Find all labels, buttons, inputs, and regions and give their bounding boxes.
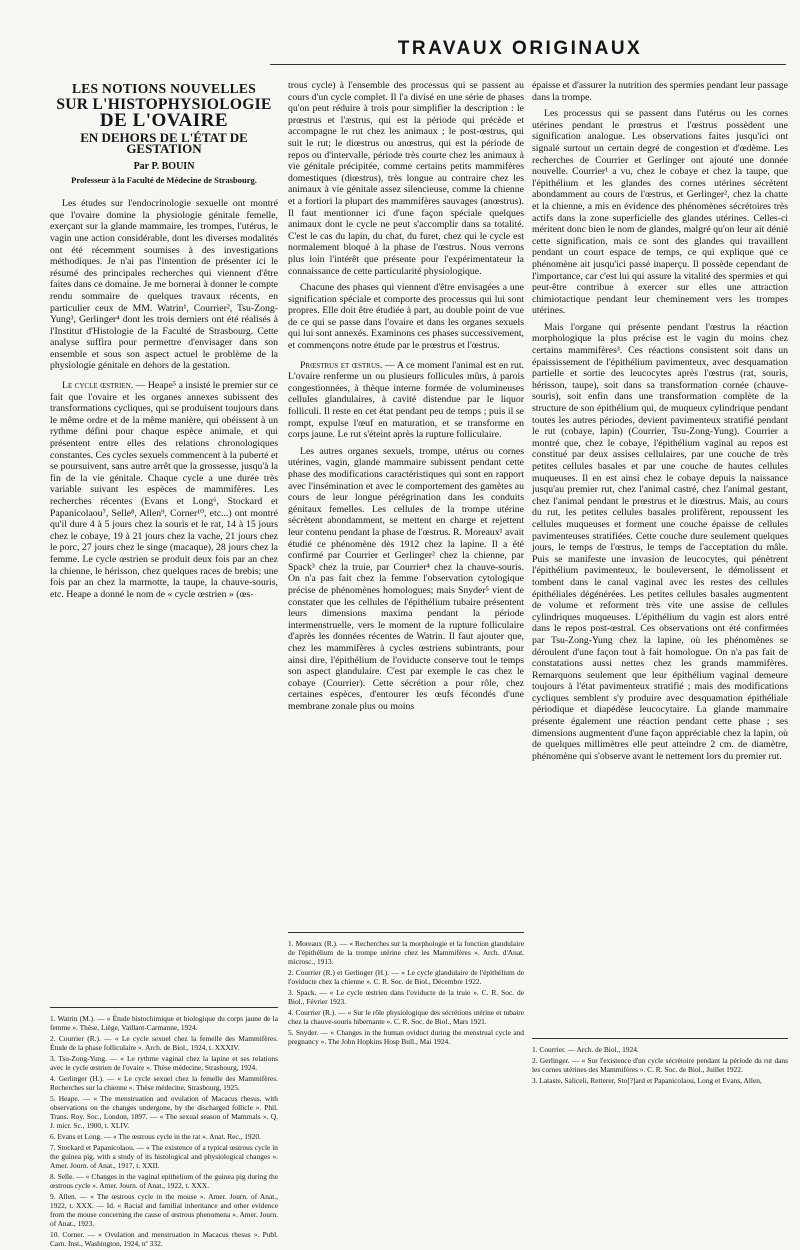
footnotes-middle <box>288 932 524 1048</box>
intro-paragraph: Les études sur l'endocrinologie sexuelle ont montré que l'ovaire domine la physiologie génitale femelle, exerçant sur la glande mammaire, les trompes, l'utérus, le vagin une action considérable, dont les diverses modalités ont été récemment soumises à des investigations méthodiques. Je n'ai pas l'intention de présenter ici le résumé des principales recherches qui viennent d'être faites dans ce domaine. Je me bornerai à donner le compte rendu sommaire de quelques travaux récents, en particulier ceux de MM. Watrin¹, Courrier², Tsu-Zong-Yung³, Gerlinger⁴ dont les trois derniers ont été réalisés à l'Institut d'Histologie de la Faculté de Strasbourg. Cette analyse suffira pour permettre d'envisager dans son ensemble et sous son aspect actuel le problème de la physiologie génitale en dehors de la gestation. <box>50 198 278 372</box>
running-title: TRAVAUX ORIGINAUX <box>397 38 643 59</box>
cycle-paragraph <box>50 380 278 600</box>
footnote: 9. Allen. — « The œstrous cycle in the mouse ». Amer. Journ. of Anat., 1922, t. XXX. — Id. « Racial and familial inheritance and other evidence from the mouse concerning the cause of œstrous phenomena ». Amer. Journ. of Anat., 1923. <box>50 1192 278 1228</box>
footnotes-left <box>50 1007 278 1250</box>
author: Par P. BOUIN <box>133 160 195 172</box>
column-right <box>532 80 788 1085</box>
footnote: 10. Corner. — « Ovulation and menstruation in Macacus rhesus ». Publ. Carn. Inst., Washington, 1924, nº 332. <box>50 1230 278 1248</box>
cycle-text: — Heape⁵ a insisté le premier sur ce fait que l'ovaire et les organes annexes subissent des transformations cycliques, qui se produisent toujours dans le même ordre et de la même manière, qui obéissent à un rythme défini pour chaque espèce animale, et qui présentent entre elles des relations chronologiques constantes. Ces cycles sexuels commencent à la puberté et se poursuivent, sans autre arrêt que la grossesse, jusqu'à la fin de la vie génitale. Chaque cycle a une durée très variable suivant les espèces de mammifères. Les recherches récentes (Evans et Long⁶, Stockard et Papanicolaou⁷, Selle⁸, Allen⁹, Corner¹⁰, etc...) ont montré qu'il dure 4 à 5 jours chez la souris et le rat, 14 à 15 jours chez le cobaye, 19 à 21 jours chez la vache, 21 jours chez le porc, 27 jours chez le singe (macaque), 28 jours chez la femme. Le cycle œstrien se produit deux fois par an chez la chienne, le hérisson, chez quelques races de brebis; une fois par an chez la marmotte, la taupe, la chauve-souris, etc. Heape a donné le nom de « cycle œstrien » (œs- <box>50 380 279 600</box>
footnote: 5. Snyder. — « Changes in the human oviduct during the menstrual cycle and pregnancy ». The John Hopkins Hosp Bull., Mai 1924. <box>288 1028 524 1046</box>
footnote-rule <box>532 1038 788 1039</box>
footnote: 2. Courrier (R.). — « Le cycle sexuel chez la femelle des Mammifères. Étude de la phase folliculaire ». Arch. de Biol., 1924, t. XXXIV. <box>50 1034 278 1052</box>
proestrus-paragraph <box>288 360 524 441</box>
footnotes-right <box>532 1038 788 1087</box>
title-line-3: DE L'OVAIRE <box>99 110 229 132</box>
column-middle <box>288 80 524 1046</box>
footnote: 7. Stockard et Papanicolaou. — « The existence of a typical œstrous cycle in the guinea pig, with a study of its histological and physiological changes ». Amer. Journ. of Anat., 1917, t. XXII. <box>50 1143 278 1170</box>
footnote: 6. Evans et Long. — « The œstrous cycle in the rat ». Anat. Rec., 1920. <box>50 1132 261 1141</box>
article-title-block <box>50 83 278 186</box>
paragraph: Chacune des phases qui viennent d'être envisagées a une signification spéciale et comporte des processus qui lui sont propres. Elle doit être étudiée à part, au double point de vue de ce qui se passe dans l'ovaire et dans les organes sexuels qui lui sont annexés. Examinons ces phases successivement, et commençons notre étude par le prœstrus et l'œstrus. <box>288 282 524 352</box>
paragraph: Mais l'organe qui présente pendant l'œstrus la réaction morphologique la plus précise est le vagin du moins chez certains mammifères³. Ces réactions consistent soit dans un épaississement de l'épithélium pavimenteux, avec desquamation partielle et sortie des leucocytes après l'œstrus (rat, souris, hérisson, taupe), soit dans sa transformation cornée (chauve-souris), soit enfin dans une transformation complète de la structure de son épithélium qui, de muqueux cylindrique pendant toutes les autres périodes, devient pavimenteux stratifié pendant le rut (cobaye, lapin) (Courrier, Tsu-Zong-Yung). Courrier a montré que, chez le cobaye, l'épithélium vaginal au repos est constitué par deux assises cellulaires, par une couche de très petites cellules basales et par une couche de hautes cellules muqueuses. Il en est ainsi chez le cobaye depuis la naissance jusqu'au premier rut, chez l'animal castré, chez l'animal gestant, chez l'animal pendant le prœstrus et le diœstrus. Mais, au cours du rut, les petites cellules basales prolifèrent, repoussent les cellules muqueuses et forment une couche épaisse de cellules pavimenteuses stratifiées. Cette couche dure seulement quelques jours, le temps de l'œstrus, le temps de l'acceptation du mâle. Puis se manifeste une invasion de leucocytes, qui pénètrent l'épithélium pavimenteux, le bouleversent, le démolissent et tombent dans le canal vaginal avec les restes des cellules épithéliales dégénérées. Les petites cellules basales augmentent de volume et reforment très vite une assise de cellules cylindriques muqueuses. L'épithélium du vagin est alors entré dans le repos post-œstral. Ces observations ont été confirmées par Tsu-Zong-Yung chez la lapine, où les phénomènes se déroulent d'une façon tout à fait homologue. On n'a pas fait de constatations aussi nettes chez les grands mammifères. Remarquons seulement que leur épithélium vaginal demeure toujours à l'état pavimenteux stratifié ; mais des modifications cycliques semblent s'y produire avec desquamation épithéliale périodique et diapédèse leucocytaire. La glande mammaire présente également une réaction pendant cette phase ; ses dimensions augmentent d'une façon appréciable chez la lapin, où de quelques millimètres elle peut atteindre 2 cm. de diamètre, phénomène qui s'observe avant le nettement lors du premier rut. <box>532 321 788 762</box>
footnote-list <box>50 1014 278 1248</box>
footnote-list <box>532 1045 788 1085</box>
section-heading-cycle: Le cycle œstrien. <box>62 380 134 392</box>
footnote-list <box>288 939 524 1046</box>
footnote: 1. Moreaux (R.). — « Recherches sur la morphologie et la fonction glandulaire de l'épithélium de la trompe utérine chez les Mammifères ». Arch. d'Anat. microsc., 1913. <box>288 939 524 966</box>
title-line-1: LES NOTIONS NOUVELLES <box>71 81 257 96</box>
footnote-rule <box>50 1007 278 1008</box>
footnote: 2. Gerlinger. — « Sur l'existence d'un cycle sécrétoire pendant la période du rut dans les cornes utérines des Mammifères ». C. R. Soc. de Biol., Juillet 1922. <box>532 1056 788 1074</box>
footnote: 3. Spack. — « Le cycle œstrien dans l'oviducte de la truie ». C. R. Soc. de Biol., Février 1923. <box>288 988 524 1006</box>
footnote-rule <box>288 932 524 933</box>
footnote: 5. Heape. — « The menstruation and ovulation of Macacus rhesus, with observations on the changes undergone, by the discharged follicle ». Phil. Trans. Roy. Soc., London, 1897. — « The sexual season of Mammals ». Q. J. micr. Sc., 1900, t. XLIV. <box>50 1094 278 1130</box>
footnote: 3. Lataste, Saliceli, Retterer, Sto[?]ard et Papanicolaou, Long et Evans, Allen, <box>532 1076 762 1085</box>
footnote: 4. Courrier (R.). — « Sur le rôle physiologique des sécrétions utérine et tubaire chez la chauve-souris hibernante ». C. R. Soc. de Biol., Mars 1921. <box>288 1008 524 1026</box>
title-line-2: SUR L'HISTOPHYSIOLOGIE <box>56 95 272 113</box>
proestrus-text: — A ce moment l'animal est en rut. L'ovaire renferme un ou plusieurs follicules mûrs, à parois congestionnées, à thèque interne formée de volumineuses cellules glandulaires, à cavité distendue par le liquor folliculi. Il reste en cet état pendant peu de temps ; puis il se rompt, expulse l'œuf en maturation, et se transforme en corps jaune. Le rut s'éteint après la rupture folliculaire. <box>288 359 524 441</box>
paragraph: épaisse et d'assurer la nutrition des spermies pendant leur passage dans la trompe. <box>532 80 788 103</box>
section-heading-proestrus: Prœstrus et œstrus. <box>300 359 383 371</box>
footnote: 1. Courrier. — Arch. de Biol., 1924. <box>532 1045 639 1054</box>
footnote: 3. Tsu-Zong-Yung. — « Le rythme vaginal chez la lapine et ses relations avec le cycle œstrien de l'ovaire ». Thèse médecine, Strasbourg, 1924. <box>50 1054 278 1072</box>
title-line-4: EN DEHORS DE L'ÉTAT DE GESTATION <box>80 129 248 157</box>
affiliation: Professeur à la Faculté de Médecine de Strasbourg. <box>71 174 257 185</box>
footnote: 8. Selle. — « Changes in the vaginal epithelium of the guinea pig during the œstrous cycle ». Amer. Journ. of Anat., 1922, t. XXX. <box>50 1172 278 1190</box>
footnote: 1. Watrin (M.). — « Étude histochimique et biologique du corps jaune de la femme ». Thèse, Liège, Vaillant-Carmanne, 1924. <box>50 1014 278 1032</box>
column-left <box>50 80 279 1248</box>
footnote: 4. Gerlinger (H.). — « Le cycle sexuel chez la femelle des Mammifères. Recherches sur la chienne ». Thèse médecine, Strasbourg, 1925. <box>50 1074 278 1092</box>
header-rule <box>270 64 786 65</box>
paragraph: Les autres organes sexuels, trompe, utérus ou cornes utérines, vagin, glande mammaire subissent pendant cette phase des modifications caractéristiques qui sont en rapport avec l'insémination et avec le comportement des gamètes au cours de leur longue pérégrination dans les conduits génitaux femelles. Les cellules de la trompe utérine sécrètent abondamment, se mettent en charge et rejettent leur contenu pendant la phase de l'œstrus. R. Moreaux¹ avait étudié ce phénomène dès 1912 chez la lapine. Il a été confirmé par Courrier et Gerlinger² chez la chienne, par Spack³ chez la truie, par Courrier⁴ chez la chauve-souris. On n'a pas fait chez la femme l'observation cytologique précise de phénomènes homologues; mais Snyder⁵ vient de constater que les cellules de l'épithélium tubaire présentent leurs dimensions maxima pendant la période intermenstruelle, vers le moment de la rupture folliculaire d'après les données récentes de Watrin. Il faut ajouter que, chez les mammifères à cycles œstriens subintrants, pour ainsi dire, l'épithélium de l'oviducte conserve tout le temps son aspect glandulaire. C'est par exemple le cas chez le cobaye (Courrier). Cette sécrétion a pour rôle, chez certaines espèces, d'entourer les œufs fécondés d'une membrane zonale plus ou moins <box>288 445 524 712</box>
paragraph: Les processus qui se passent dans l'utérus ou les cornes utérines pendant le prœstrus et l'œstrus possèdent une signification analogue. Les observations faites jusqu'ici ont signalé surtout un certain degré de congestion et d'œdème. Les recherches de Courrier et Gerlinger ont ajouté une donnée nouvelle. Courrier¹ a vu, chez le cobaye et chez la taupe, que l'épithélium et les glandes des cornes utérines sécrètent abondamment au cours de l'œstrus, et Gerlinger², chez la chatte et la chienne, a mis en évidence des phénomènes sécrétoires très actifs dans la zone superficielle des glandes utérines. Celles-ci méritent donc bien le nom de glandes, malgré qu'on leur ait dénié cette signification, mais ce sont des glandes qui travaillent pendant un court espace de temps, ce qui explique que ce phénomène ait jusqu'ici passé inaperçu. Il possède cependant de l'importance, car c'est lui qui assure la vitalité des spermies et qui peut-être contribue à exercer sur elles une attraction chimiotactique pendant leur cheminement vers les trompes utérines. <box>532 108 788 317</box>
footnote: 2. Courrier (R.) et Gerlinger (H.). — « Le cycle glandulaire de l'épithélium de l'oviducte chez la chienne ». C. R. Soc. de Biol., Décembre 1922. <box>288 968 524 986</box>
paragraph: trous cycle) à l'ensemble des processus qui se passent au cours d'un cycle complet. Il l'a divisé en une série de phases qu'on peut réduire à trois pour simplifier la description : le prœstrus et l'æstrus, qui est la période qui précède et accompagne le rut chez les animaux ; le post-œstrus, qui suit le rut; le diœstrus ou anœstrus, qui est la période de repos ou d'intervalle, période très courte chez les animaux à vie génitale précipitée, comme certains petits mammifères domestiques (diœstrus), très longue au contraire chez les animaux à vie génitale assez silencieuse, comme la chienne et a fortiori la plupart des mammifères sauvages (anœstrus). Il faut mentionner ici d'une façon spéciale quelques animaux dont le cycle ne peut s'accomplir dans sa totalité. C'est le cas du lapin, du chat, du furet, chez qui le cycle est normalement bloqué à la phase de l'œstrus. Nous verrons plus loin l'intérêt que présente pour l'expérimentateur la connaissance de cette particularité physiologique. <box>288 80 524 277</box>
